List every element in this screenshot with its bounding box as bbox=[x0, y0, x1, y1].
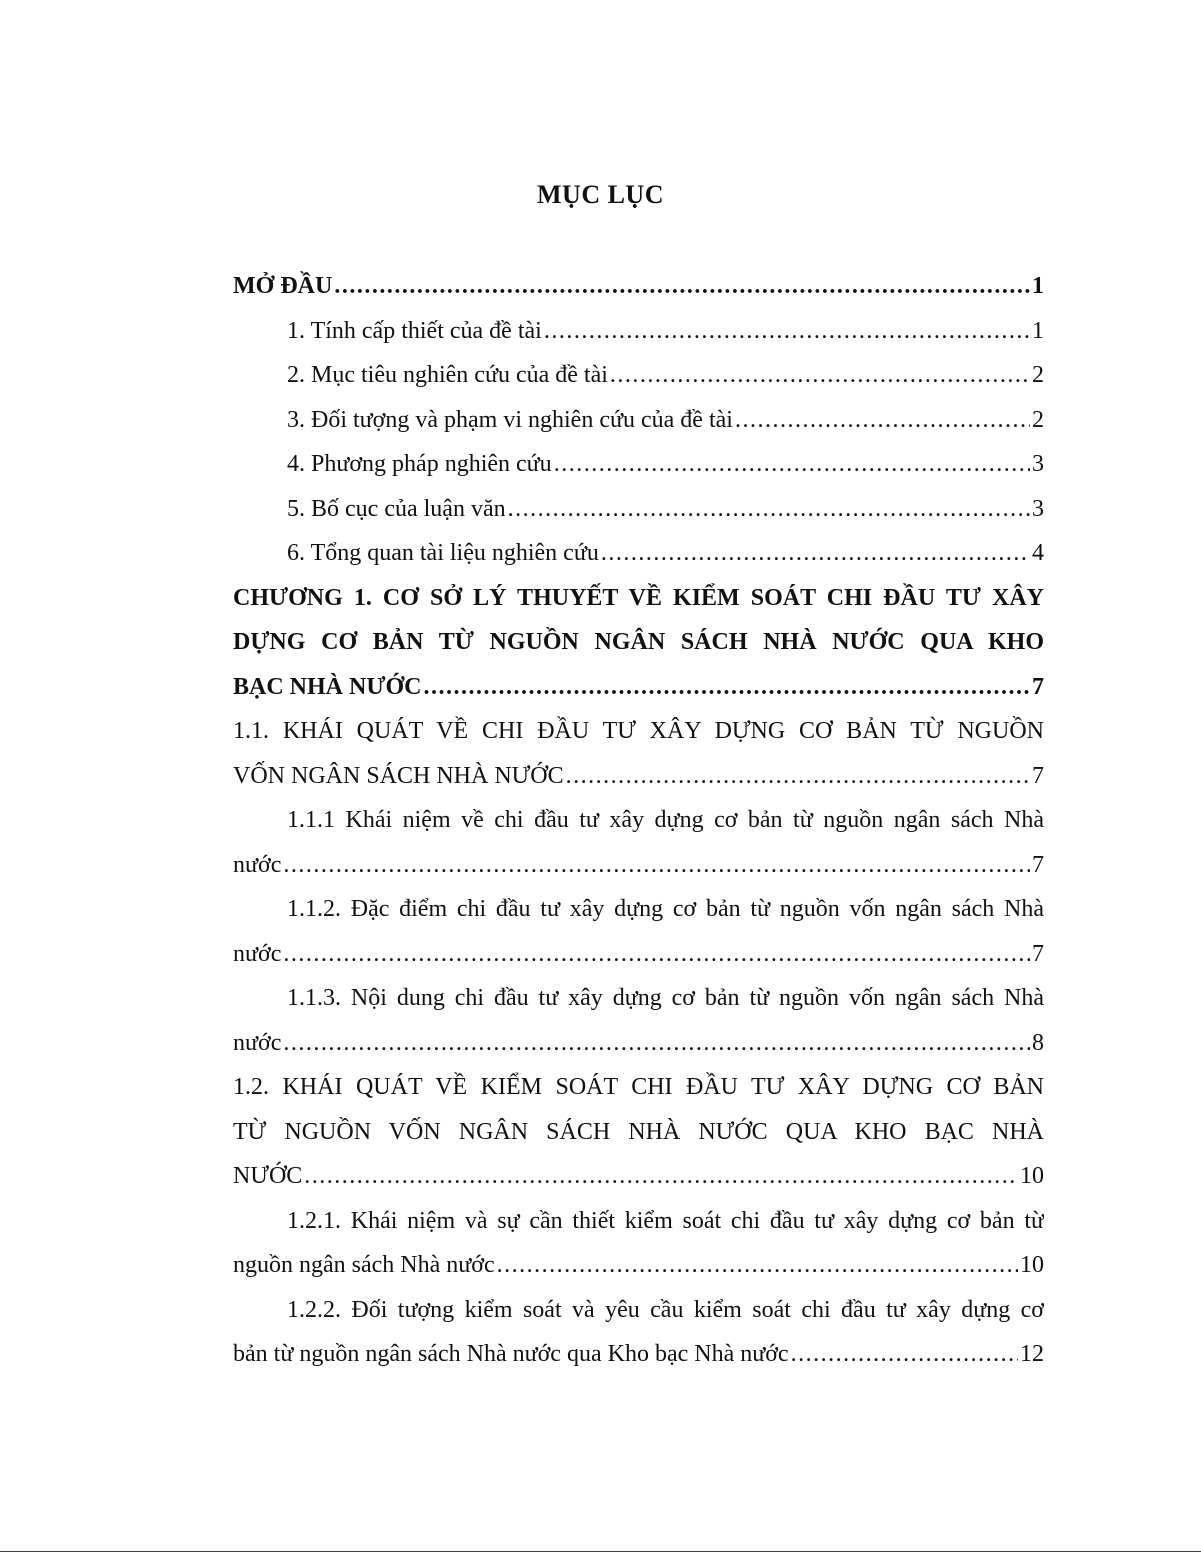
toc-entry-title: nước bbox=[233, 940, 282, 967]
toc-page-number: 2 bbox=[1032, 362, 1044, 388]
toc-page-number: 2 bbox=[1032, 406, 1044, 433]
toc-entry-title: BẠC NHÀ NƯỚC bbox=[233, 673, 422, 700]
toc-entry-title: 2. Mục tiêu nghiên cứu của đề tài bbox=[287, 362, 608, 388]
dot-leader bbox=[566, 754, 1030, 799]
toc-entry-line[interactable] bbox=[233, 1288, 1044, 1333]
dot-leader bbox=[334, 264, 1030, 309]
toc-entry-title: 1.2.1. Khái niệm và sự cần thiết kiểm soát chi đầu tư xây dựng cơ bản từ bbox=[287, 1207, 1044, 1234]
toc-entry[interactable] bbox=[233, 932, 1044, 977]
toc-entry-title: 3. Đối tượng và phạm vi nghiên cứu của đề tài bbox=[287, 406, 733, 433]
dot-leader bbox=[544, 309, 1030, 354]
toc-entry-title: nguồn ngân sách Nhà nước bbox=[233, 1252, 495, 1278]
toc-entry[interactable] bbox=[233, 665, 1044, 710]
toc-entry-title: 1.1.1 Khái niệm về chi đầu tư xây dựng cơ bản từ nguồn ngân sách Nhà bbox=[287, 807, 1044, 833]
toc-page-number: 1 bbox=[1032, 273, 1044, 299]
toc-page-number: 7 bbox=[1032, 851, 1044, 878]
toc-page-number: 10 bbox=[1020, 1163, 1044, 1189]
toc-page-number: 3 bbox=[1032, 451, 1044, 477]
toc-page-number: 1 bbox=[1032, 317, 1044, 344]
toc-entry[interactable] bbox=[233, 1154, 1044, 1199]
dot-leader bbox=[283, 932, 1030, 977]
dot-leader bbox=[423, 665, 1030, 710]
toc-entry-title: NƯỚC bbox=[233, 1163, 303, 1189]
dot-leader bbox=[610, 353, 1030, 398]
dot-leader bbox=[508, 487, 1030, 532]
toc-entry[interactable] bbox=[233, 309, 1044, 354]
toc-entry-line[interactable] bbox=[233, 620, 1044, 665]
dot-leader bbox=[601, 531, 1030, 576]
toc-entry-line[interactable] bbox=[233, 798, 1044, 843]
dot-leader bbox=[735, 398, 1030, 443]
dot-leader bbox=[283, 1021, 1030, 1066]
toc-entry-title: VỐN NGÂN SÁCH NHÀ NƯỚC bbox=[233, 762, 564, 789]
toc-entry-line[interactable] bbox=[233, 1065, 1044, 1110]
dot-leader bbox=[554, 442, 1030, 487]
toc-entry[interactable] bbox=[233, 442, 1044, 487]
toc-entry[interactable] bbox=[233, 353, 1044, 398]
toc-entry-line[interactable] bbox=[233, 1199, 1044, 1244]
toc-entry[interactable] bbox=[233, 487, 1044, 532]
toc-entry-title: DỰNG CƠ BẢN TỪ NGUỒN NGÂN SÁCH NHÀ NƯỚC QUA KHO bbox=[233, 629, 1044, 655]
page-title: MỤC LỤC bbox=[537, 180, 664, 209]
toc-page-number: 7 bbox=[1032, 762, 1044, 789]
dot-leader bbox=[791, 1332, 1018, 1377]
toc-entry-title: 1.2. KHÁI QUÁT VỀ KIỂM SOÁT CHI ĐẦU TƯ XÂY DỰNG CƠ BẢN bbox=[233, 1074, 1044, 1100]
toc-entry[interactable] bbox=[233, 1021, 1044, 1066]
toc-entry-line[interactable] bbox=[233, 976, 1044, 1021]
toc-entry[interactable] bbox=[233, 264, 1044, 309]
toc-entry-title: 1.1.3. Nội dung chi đầu tư xây dựng cơ bản từ nguồn vốn ngân sách Nhà bbox=[287, 985, 1044, 1011]
toc-entry-line[interactable] bbox=[233, 887, 1044, 932]
dot-leader bbox=[283, 843, 1030, 888]
page-bottom-rule bbox=[0, 1551, 1201, 1552]
toc-page-number: 7 bbox=[1032, 673, 1044, 700]
toc-entry[interactable] bbox=[233, 1332, 1044, 1377]
toc-entry[interactable] bbox=[233, 843, 1044, 888]
toc-entry-line[interactable] bbox=[233, 576, 1044, 621]
toc-entry-title: MỞ ĐẦU bbox=[233, 273, 333, 299]
toc-page-number: 12 bbox=[1020, 1341, 1044, 1367]
toc-entry[interactable] bbox=[233, 531, 1044, 576]
toc-page-number: 8 bbox=[1032, 1029, 1044, 1056]
toc-entry-line[interactable] bbox=[233, 709, 1044, 754]
toc-page-number: 4 bbox=[1032, 540, 1044, 566]
toc-entry-title: 1.2.2. Đối tượng kiểm soát và yêu cầu kiểm soát chi đầu tư xây dựng cơ bbox=[287, 1296, 1044, 1323]
toc-entry-line[interactable] bbox=[233, 1110, 1044, 1155]
toc-entry-title: 1. Tính cấp thiết của đề tài bbox=[287, 317, 542, 344]
toc-entry-title: nước bbox=[233, 851, 282, 878]
toc-entry-title: CHƯƠNG 1. CƠ SỞ LÝ THUYẾT VỀ KIỂM SOÁT CHI ĐẦU TƯ XÂY bbox=[233, 584, 1044, 611]
toc-page-number: 10 bbox=[1020, 1252, 1044, 1278]
dot-leader bbox=[497, 1243, 1018, 1288]
toc-entry-title: nước bbox=[233, 1029, 282, 1056]
dot-leader bbox=[304, 1154, 1018, 1199]
toc-entry[interactable] bbox=[233, 398, 1044, 443]
toc-entry-title: TỪ NGUỒN VỐN NGÂN SÁCH NHÀ NƯỚC QUA KHO BẠC NHÀ bbox=[233, 1118, 1044, 1145]
toc-entry-title: bản từ nguồn ngân sách Nhà nước qua Kho bạc Nhà nước bbox=[233, 1341, 789, 1367]
table-of-contents bbox=[233, 264, 1044, 1377]
toc-page-number: 3 bbox=[1032, 495, 1044, 522]
toc-entry-title: 6. Tổng quan tài liệu nghiên cứu bbox=[287, 540, 599, 566]
toc-entry-title: 4. Phương pháp nghiên cứu bbox=[287, 451, 552, 477]
toc-entry-title: 5. Bố cục của luận văn bbox=[287, 495, 506, 522]
toc-entry[interactable] bbox=[233, 754, 1044, 799]
toc-page-number: 7 bbox=[1032, 940, 1044, 967]
toc-entry[interactable] bbox=[233, 1243, 1044, 1288]
toc-entry-title: 1.1. KHÁI QUÁT VỀ CHI ĐẦU TƯ XÂY DỰNG CƠ BẢN TỪ NGUỒN bbox=[233, 718, 1044, 744]
toc-entry-title: 1.1.2. Đặc điểm chi đầu tư xây dựng cơ bản từ nguồn vốn ngân sách Nhà bbox=[287, 896, 1044, 922]
